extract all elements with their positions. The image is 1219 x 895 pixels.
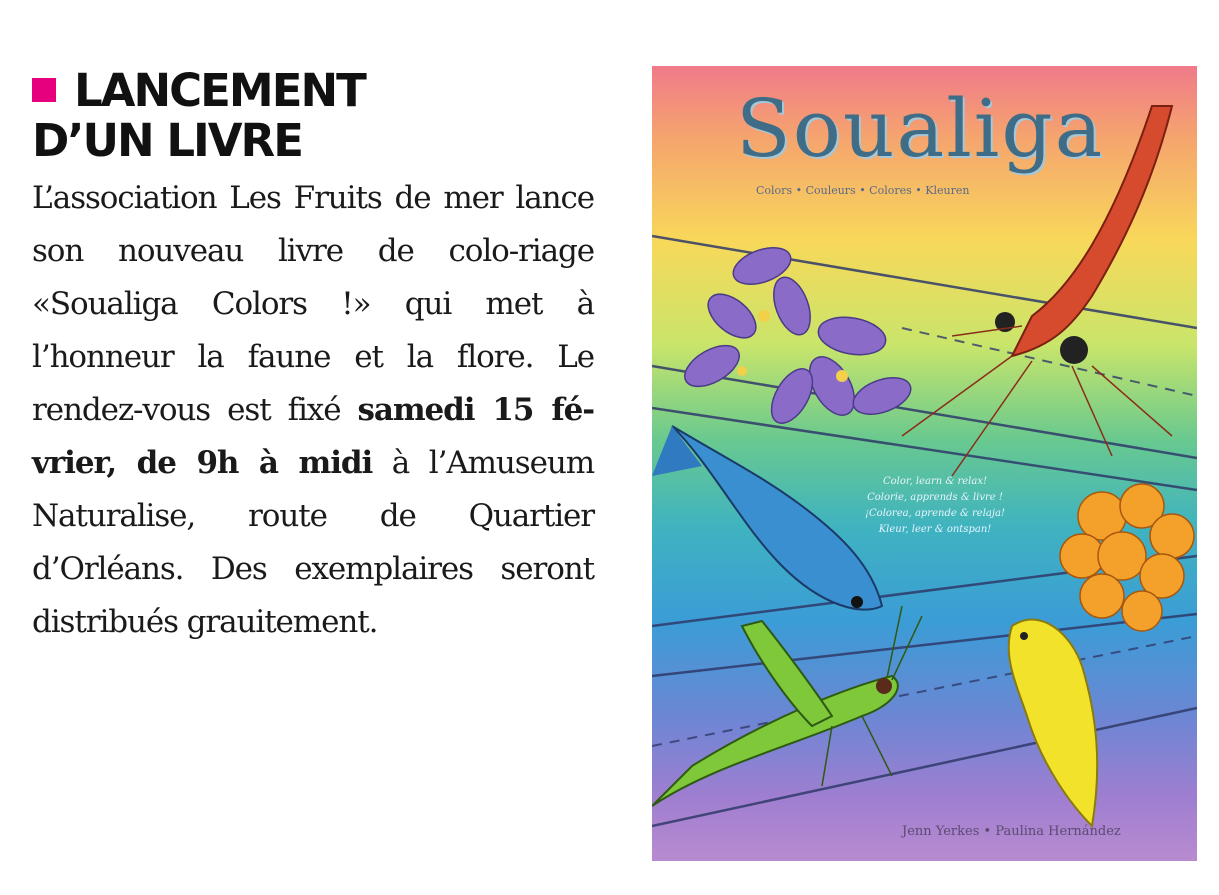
cover-title: Soualiga bbox=[736, 82, 1105, 175]
book-cover-image bbox=[652, 66, 1197, 861]
body-text-date: samedi 15 fé-vrier, de 9h à midi bbox=[32, 392, 594, 481]
cover-motto bbox=[820, 474, 1050, 538]
cover-subtitle: Colors • Couleurs • Colores • Kleuren bbox=[756, 184, 970, 197]
cover-motto-line: Kleur, leer & ontspan! bbox=[878, 524, 992, 535]
cover-motto-line: ¡Colorea, aprende & relaja! bbox=[865, 508, 1005, 519]
heading-line-2: D’UN LIVRE bbox=[32, 114, 302, 167]
body-text-start: L’association Les Fruits de mer lance son nouveau livre de colo-riage «Soualiga Colors !» qui met à l’honneur la faune et la flore. Le rendez-vous est fixé bbox=[32, 180, 594, 428]
heading-line-1: LANCEMENT bbox=[74, 64, 365, 117]
article-heading bbox=[32, 66, 594, 166]
flower-illustration bbox=[678, 241, 916, 430]
cover-motto-line: Color, learn & relax! bbox=[882, 476, 987, 487]
article-body bbox=[32, 172, 594, 649]
cover-motto-line: Colorie, apprends & livre ! bbox=[867, 492, 1003, 503]
orange-flower-cluster bbox=[1060, 484, 1194, 631]
body-text-middle: à l’Amuseum Naturalise, route de Quartier d’Orléans. Des exemplaires seront bbox=[32, 445, 595, 587]
article bbox=[32, 66, 594, 649]
heading-bullet-square bbox=[32, 78, 56, 102]
body-text-end: distribués grauitement. bbox=[32, 604, 378, 640]
bird-illustration bbox=[1009, 620, 1098, 826]
cover-authors: Jenn Yerkes • Paulina Hernández bbox=[902, 824, 1121, 839]
